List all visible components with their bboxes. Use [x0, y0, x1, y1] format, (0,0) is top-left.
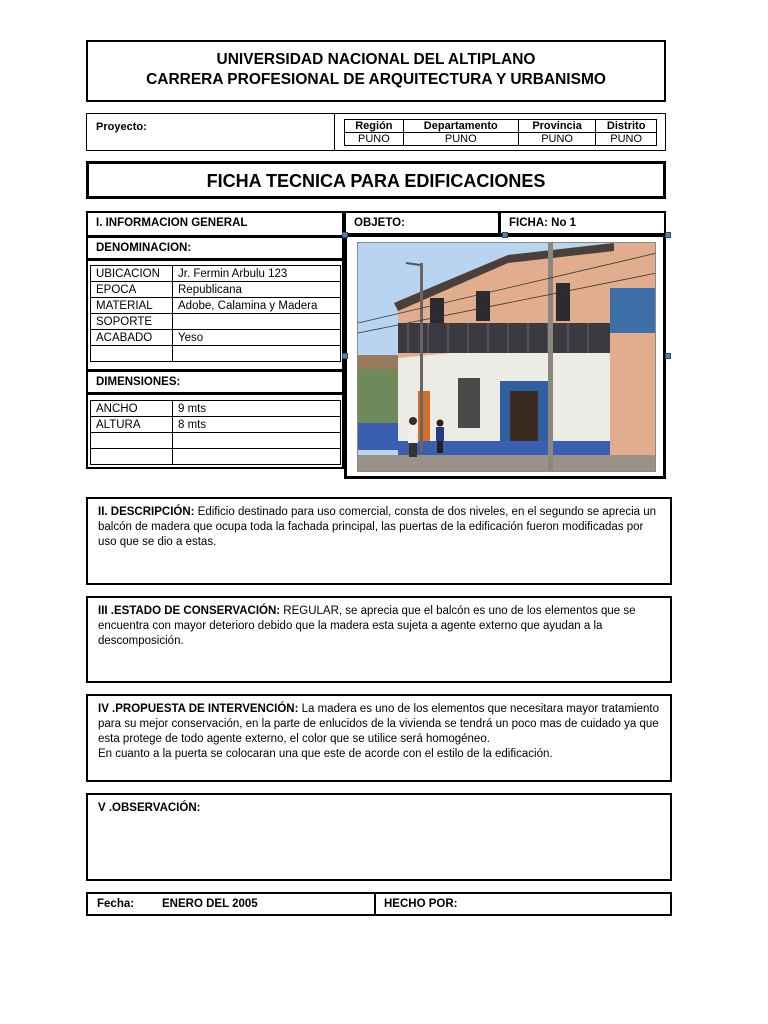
table-row — [91, 282, 341, 298]
dim-value: 8 mts — [173, 417, 341, 433]
descripcion-section — [86, 497, 672, 585]
resize-handle[interactable] — [665, 232, 671, 238]
general-info-header — [86, 211, 344, 237]
attr-value: Republicana — [173, 282, 341, 298]
table-row — [91, 433, 341, 449]
attr-key: ACABADO — [91, 330, 173, 346]
dim-value: 9 mts — [173, 401, 341, 417]
general-info-heading: I. INFORMACION GENERAL — [96, 217, 248, 229]
building-photo-image — [358, 243, 656, 472]
footer-box — [86, 892, 672, 916]
table-row — [91, 314, 341, 330]
form-title: FICHA TECNICA PARA EDIFICACIONES — [86, 161, 666, 199]
dimensions-table — [90, 400, 341, 465]
attr-value: Yeso — [173, 330, 341, 346]
fecha-label: Fecha: — [97, 898, 135, 910]
denominacion-label: DENOMINACION: — [96, 242, 192, 254]
table-row — [91, 417, 341, 433]
propuesta-section — [86, 694, 672, 782]
resize-handle[interactable] — [342, 353, 348, 359]
building-photo — [357, 242, 656, 472]
hecho-por-label: HECHO POR: — [384, 898, 458, 910]
footer-divider — [374, 894, 376, 914]
attr-key: SOPORTE — [91, 314, 173, 330]
department-value: PUNO — [403, 133, 518, 146]
objeto-label: OBJETO: — [354, 217, 405, 229]
fecha-value: ENERO DEL 2005 — [162, 898, 258, 910]
estado-section — [86, 596, 672, 683]
estado-label: III .ESTADO DE CONSERVACIÓN: — [98, 605, 281, 617]
table-row — [91, 401, 341, 417]
province-value: PUNO — [518, 133, 596, 146]
resize-handle[interactable] — [502, 232, 508, 238]
dim-key — [91, 449, 173, 465]
observacion-section — [86, 793, 672, 881]
observacion-label: V .OBSERVACIÓN: — [98, 802, 201, 814]
attr-key: EPOCA — [91, 282, 173, 298]
table-row — [91, 266, 341, 282]
attr-key — [91, 346, 173, 362]
table-row — [91, 298, 341, 314]
attr-value — [173, 314, 341, 330]
university-name: UNIVERSIDAD NACIONAL DEL ALTIPLANO — [216, 51, 536, 68]
resize-handle[interactable] — [665, 353, 671, 359]
attr-key: UBICACION — [91, 266, 173, 282]
dim-key: ANCHO — [91, 401, 173, 417]
ficha-box — [499, 211, 666, 235]
department-header: Departamento — [403, 120, 518, 133]
region-table — [344, 119, 657, 146]
dim-key: ALTURA — [91, 417, 173, 433]
attr-value: Adobe, Calamina y Madera — [173, 298, 341, 314]
attr-value: Jr. Fermin Arbulu 123 — [173, 266, 341, 282]
attr-value — [173, 346, 341, 362]
province-header: Provincia — [518, 120, 596, 133]
estado-text: REGULAR, se aprecia que el balcón es uno de los elementos que se encuentra con mayor deterioro debido que la madera esta sujeta a agente externo que ayudan a la descomposición. — [98, 605, 636, 647]
propuesta-text: La madera es uno de los elementos que necesitara mayor tratamiento para su mejor conservación, en la parte de enlucidos de la vivienda se tendrá un poco mas de cuidado ya que esta protege de todo agente externo, el color que se utilice será homogéneo. — [98, 703, 659, 745]
dimensiones-box — [86, 370, 344, 394]
table-row — [91, 330, 341, 346]
propuesta-text-2: En cuanto a la puerta se colocaran una que este de acorde con el estilo de la edificación. — [98, 748, 553, 760]
objeto-box — [344, 211, 500, 235]
dim-key — [91, 433, 173, 449]
descripcion-label: II. DESCRIPCIÓN: — [98, 506, 195, 518]
career-name: CARRERA PROFESIONAL DE ARQUITECTURA Y URBANISMO — [146, 71, 606, 88]
dim-value — [173, 433, 341, 449]
dim-value — [173, 449, 341, 465]
district-header: Distrito — [596, 120, 657, 133]
dimensiones-label: DIMENSIONES: — [96, 376, 181, 388]
table-row — [91, 449, 341, 465]
descripcion-text: Edificio destinado para uso comercial, consta de dos niveles, en el segundo se aprecia un balcón de madera que ocupa toda la fachada principal, las puertas de la edificación fueron modificadas por uso que se dio a estas. — [98, 506, 657, 548]
table-row — [91, 346, 341, 362]
attr-key: MATERIAL — [91, 298, 173, 314]
attributes-table — [90, 265, 341, 362]
resize-handle[interactable] — [342, 232, 348, 238]
university-header — [86, 40, 666, 102]
region-header: Región — [345, 120, 404, 133]
district-value: PUNO — [596, 133, 657, 146]
ficha-number: FICHA: No 1 — [509, 217, 577, 229]
propuesta-label: IV .PROPUESTA DE INTERVENCIÓN: — [98, 703, 299, 715]
project-divider — [334, 113, 335, 151]
region-value: PUNO — [345, 133, 404, 146]
project-label: Proyecto: — [96, 121, 147, 133]
denominacion-box — [86, 236, 344, 260]
